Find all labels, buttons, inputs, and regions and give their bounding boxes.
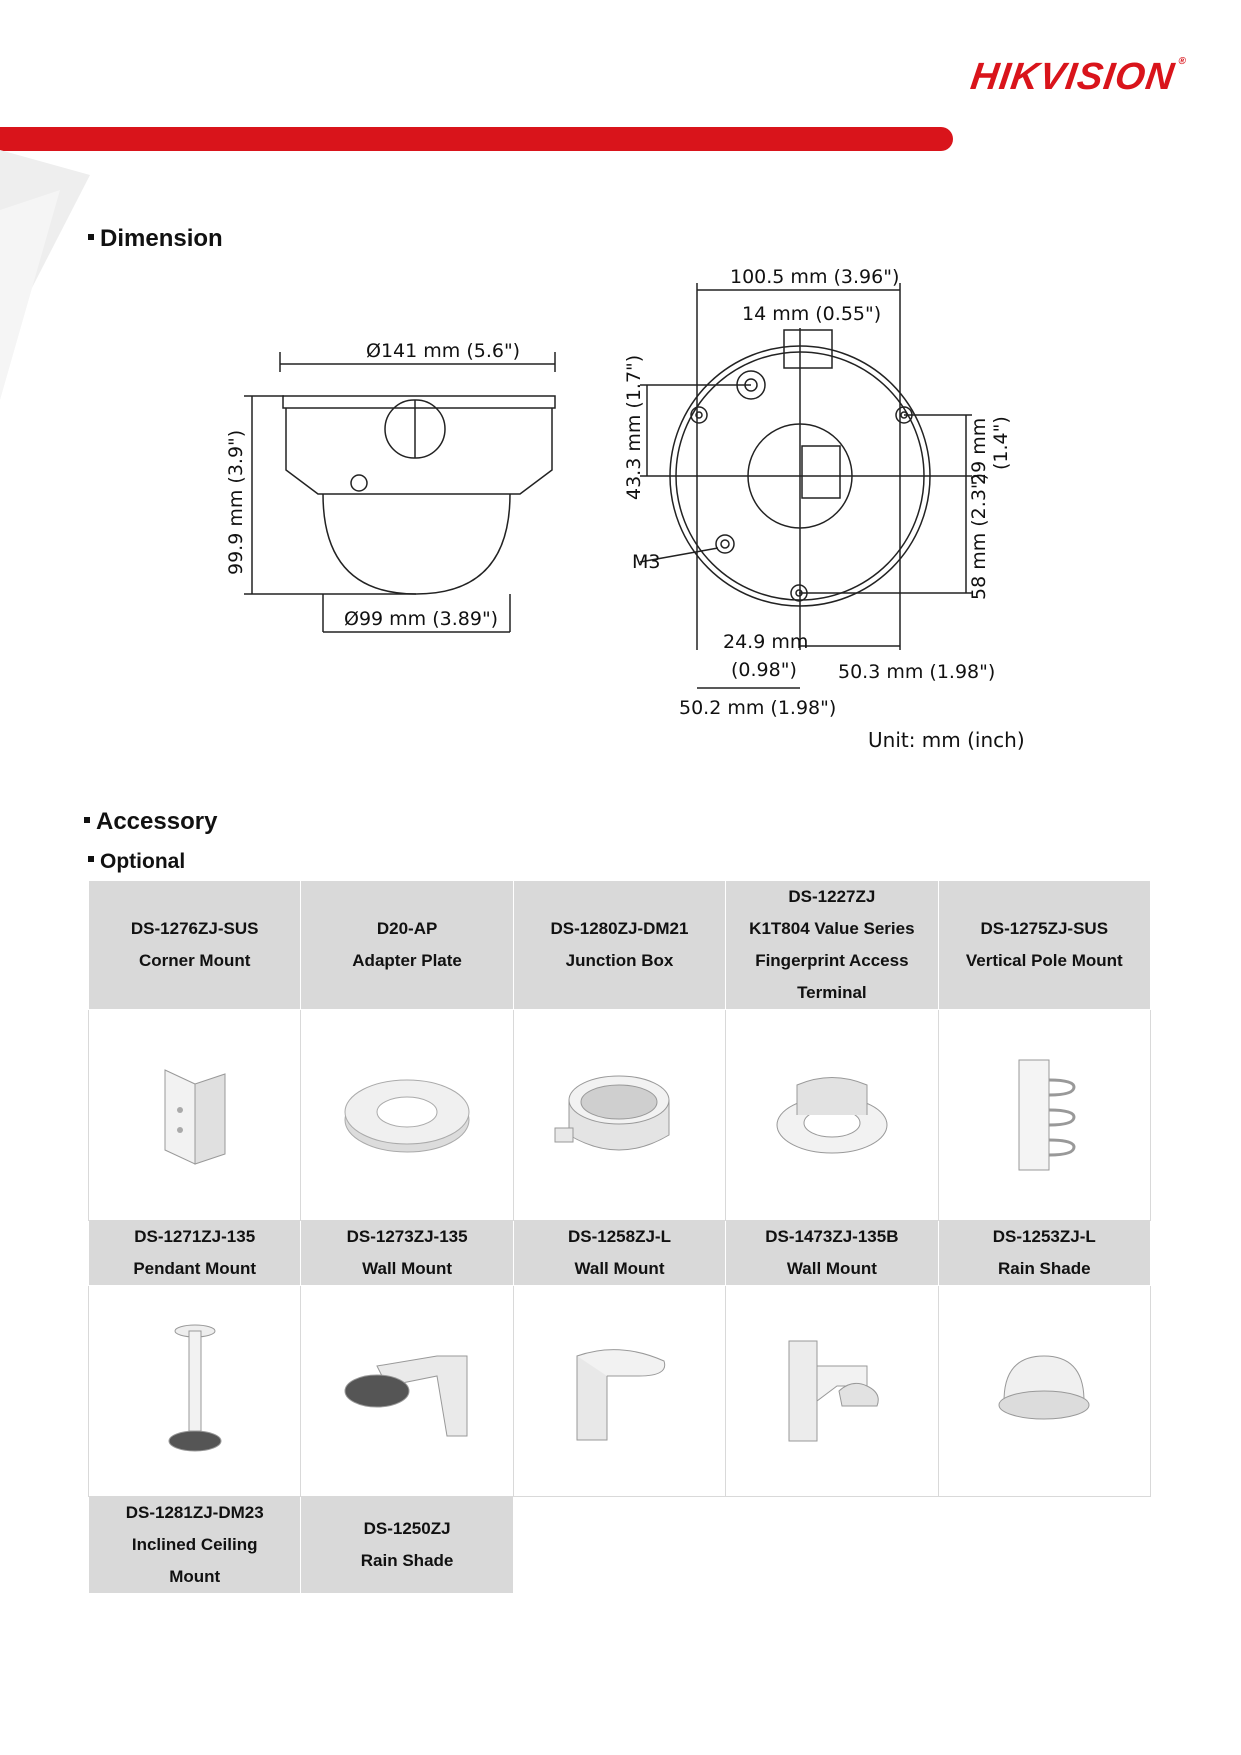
accessory-type: Wall Mount	[786, 1259, 877, 1278]
product-image-cell	[726, 1010, 938, 1221]
accessory-cell	[513, 881, 725, 1010]
accessory-type: Pendant Mount	[133, 1259, 257, 1278]
accessory-model: D20-AP	[376, 919, 438, 938]
accessory-model: DS-1275ZJ-SUS	[980, 919, 1109, 938]
bullet-square-icon	[88, 856, 94, 862]
accessory-type: Terminal	[797, 983, 867, 1002]
empty-cell	[726, 1497, 938, 1594]
dim-hole-249: 24.9 mm	[723, 631, 809, 653]
dim-hole-503: 50.3 mm (1.98")	[838, 661, 996, 683]
table-row	[89, 1010, 1151, 1221]
dim-right-29: 29 mm	[968, 417, 990, 485]
bullet-square-icon	[84, 817, 90, 823]
dim-bubble-diameter: Ø99 mm (3.89")	[344, 608, 499, 630]
accessory-heading	[84, 808, 217, 836]
product-image-cell	[301, 1286, 513, 1497]
accessory-type: K1T804 Value Series	[749, 919, 915, 938]
accessory-table	[88, 880, 1151, 1594]
logo-text: HIKVISION	[968, 56, 1178, 98]
accessory-model: DS-1271ZJ-135	[134, 1227, 256, 1246]
fingerprint-bracket-image	[767, 1065, 897, 1165]
product-image-cell	[938, 1010, 1150, 1221]
dim-height: 99.9 mm (3.9")	[225, 429, 247, 575]
empty-cell	[513, 1497, 725, 1594]
accessory-model: DS-1280ZJ-DM21	[550, 919, 689, 938]
dim-hole-249-inch: (0.98")	[731, 659, 797, 681]
dimension-drawing	[0, 250, 1241, 770]
accessory-type: Inclined Ceiling	[131, 1535, 258, 1554]
accessory-cell	[89, 1497, 301, 1594]
dimension-heading	[88, 225, 223, 253]
accessory-type: Fingerprint Access	[755, 951, 909, 970]
dimension-title: Dimension	[100, 225, 223, 252]
table-row	[89, 1286, 1151, 1497]
bullet-square-icon	[88, 234, 94, 240]
accessory-type: Rain Shade	[360, 1551, 454, 1570]
dim-hole-502: 50.2 mm (1.98")	[679, 697, 837, 719]
accessory-model: DS-1273ZJ-135	[346, 1227, 468, 1246]
accessory-type: Rain Shade	[997, 1259, 1091, 1278]
accessory-model: DS-1473ZJ-135B	[765, 1227, 899, 1246]
dim-screw: M3	[632, 551, 661, 573]
accessory-cell	[726, 1221, 938, 1286]
accessory-cell	[89, 881, 301, 1010]
accessory-model: DS-1227ZJ	[788, 887, 876, 906]
pole-mount-image	[994, 1055, 1094, 1175]
optional-heading	[88, 850, 185, 874]
accessory-cell	[938, 881, 1150, 1010]
product-image-cell	[301, 1010, 513, 1221]
dim-right-14: (1.4")	[990, 416, 1012, 470]
logo-mark: ®	[1178, 56, 1189, 67]
unit-note: Unit: mm (inch)	[868, 728, 1025, 752]
product-image-cell	[938, 1286, 1150, 1497]
accessory-cell	[726, 881, 938, 1010]
product-image-cell	[89, 1010, 301, 1221]
header-red-bar	[0, 127, 953, 151]
accessory-type: Mount	[169, 1567, 221, 1586]
accessory-type: Wall Mount	[362, 1259, 453, 1278]
accessory-model: DS-1281ZJ-DM23	[125, 1503, 264, 1522]
accessory-cell	[301, 1497, 513, 1594]
empty-cell	[938, 1497, 1150, 1594]
accessory-cell	[513, 1221, 725, 1286]
product-image-cell	[726, 1286, 938, 1497]
accessory-type: Corner Mount	[138, 951, 251, 970]
accessory-model: DS-1250ZJ	[363, 1519, 451, 1538]
accessory-model: DS-1276ZJ-SUS	[130, 919, 259, 938]
accessory-model: DS-1253ZJ-L	[992, 1227, 1096, 1246]
pendant-mount-image	[155, 1321, 235, 1461]
junction-box-image	[549, 1060, 689, 1170]
table-row	[89, 1497, 1151, 1594]
dim-right-58: 58 mm (2.3")	[968, 472, 990, 600]
rain-shade-1253-image	[989, 1341, 1099, 1441]
accessory-cell	[89, 1221, 301, 1286]
wall-mount-1273-image	[337, 1336, 477, 1446]
accessory-cell	[301, 1221, 513, 1286]
product-image-cell	[513, 1286, 725, 1497]
accessory-type: Vertical Pole Mount	[965, 951, 1123, 970]
accessory-model: DS-1258ZJ-L	[567, 1227, 671, 1246]
table-row	[89, 881, 1151, 1010]
product-image-cell	[89, 1286, 301, 1497]
product-image-cell	[513, 1010, 725, 1221]
dim-cable-offset: 14 mm (0.55")	[742, 303, 882, 325]
wall-mount-1258-image	[559, 1336, 679, 1446]
dim-side-height: 43.3 mm (1.7")	[623, 354, 645, 500]
accessory-title: Accessory	[96, 808, 218, 835]
accessory-cell	[938, 1221, 1150, 1286]
corner-mount-image	[155, 1060, 235, 1170]
optional-title: Optional	[100, 850, 186, 873]
dim-base-width: 100.5 mm (3.96")	[730, 266, 900, 288]
dim-dome-diameter: Ø141 mm (5.6")	[366, 340, 521, 362]
accessory-type: Wall Mount	[574, 1259, 665, 1278]
accessory-type: Junction Box	[565, 951, 674, 970]
adapter-plate-image	[337, 1070, 477, 1160]
wall-mount-1473-image	[767, 1331, 897, 1451]
accessory-type: Adapter Plate	[352, 951, 462, 970]
table-row	[89, 1221, 1151, 1286]
accessory-cell	[301, 881, 513, 1010]
hikvision-logo	[968, 56, 1188, 99]
